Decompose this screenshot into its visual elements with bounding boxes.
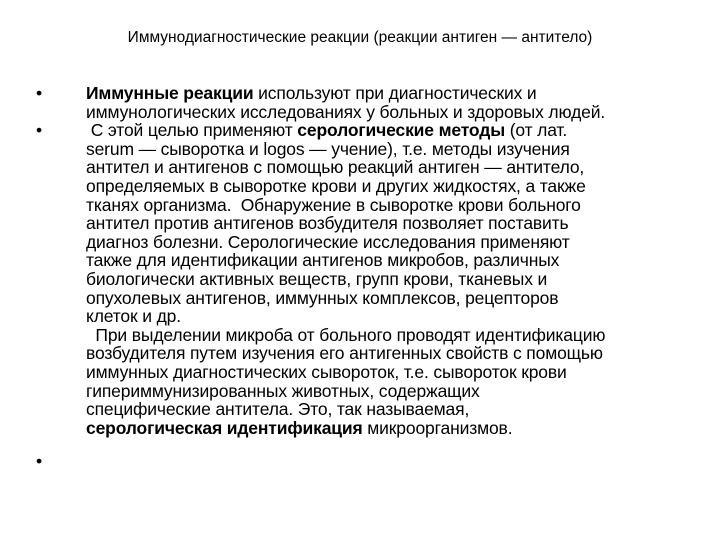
text-line: [86, 400, 696, 419]
text-line: [86, 121, 696, 140]
text-segment: возбудителя путем изучения его антигенных свойств с помощью: [86, 343, 603, 364]
text-segment: клеток и др.: [86, 306, 181, 327]
text-segment: тканях организма. Обнаружение в сыворотке крови больного: [86, 194, 581, 215]
bullet-dot-icon: •: [36, 83, 42, 103]
text-segment: иммунных диагностических сывороток, т.е. сывороток крови: [86, 361, 567, 382]
text-line: [86, 177, 696, 196]
text-segment: микроорганизмов.: [362, 417, 513, 438]
text-line: [86, 84, 696, 103]
text-segment: При выделении микроба от больного проводят идентификацию: [86, 324, 606, 345]
text-line: [86, 419, 696, 438]
bullet-item: [36, 84, 696, 121]
bullet-dot-icon: •: [36, 120, 42, 141]
bullet-item: [36, 121, 696, 437]
text-segment: специфические антитела. Это, так называемая,: [86, 399, 470, 420]
text-segment: также для идентификации антигенов микробов, различных: [86, 250, 560, 271]
text-line: [86, 326, 696, 345]
text-line: [86, 289, 696, 308]
text-segment: антител и антигенов с помощью реакций антиген — антитело,: [86, 157, 585, 178]
bullet-list: [36, 84, 696, 471]
text-segment: опухолевых антигенов, иммунных комплексов, рецепторов: [86, 287, 559, 308]
text-segment: антител против антигенов возбудителя позволяет поставить: [86, 213, 569, 234]
text-segment: определяемых в сыворотке крови и других жидкостях, а также: [86, 175, 586, 196]
text-segment: гипериммунизированных животных, содержащих: [86, 380, 480, 401]
text-line: [86, 307, 696, 326]
bold-term: серологические методы: [297, 120, 505, 141]
text-line: [86, 196, 696, 215]
bold-term: Иммунные реакции: [86, 83, 254, 103]
text-line: [86, 270, 696, 289]
slide-title: Иммунодиагностические реакции (реакции антиген — антитело): [127, 29, 593, 46]
text-segment: иммунологических исследованиях у больных и здоровых людей.: [86, 101, 606, 122]
text-segment: биологически активных веществ, групп крови, тканевых и: [86, 268, 548, 289]
text-line: [86, 233, 696, 252]
text-segment: С этой целью применяют: [86, 120, 298, 141]
text-segment: диагноз болезни. Серологические исследования применяют: [86, 231, 570, 252]
text-line: [86, 214, 696, 233]
bold-term: серологическая идентификация: [86, 417, 363, 438]
text-line: [86, 158, 696, 177]
text-line: [86, 382, 696, 401]
bullet-dot-icon: •: [36, 451, 42, 472]
text-line: [86, 251, 696, 270]
text-segment: serum — сыворотка и logos — учение), т.е. методы изучения: [86, 138, 570, 159]
text-line: [86, 363, 696, 382]
text-line: [86, 103, 696, 122]
text-line: [86, 344, 696, 363]
text-segment: используют при диагностических и: [253, 83, 537, 103]
text-line: [86, 140, 696, 159]
text-segment: (от лат.: [505, 120, 568, 141]
bullet-item: [36, 452, 696, 471]
